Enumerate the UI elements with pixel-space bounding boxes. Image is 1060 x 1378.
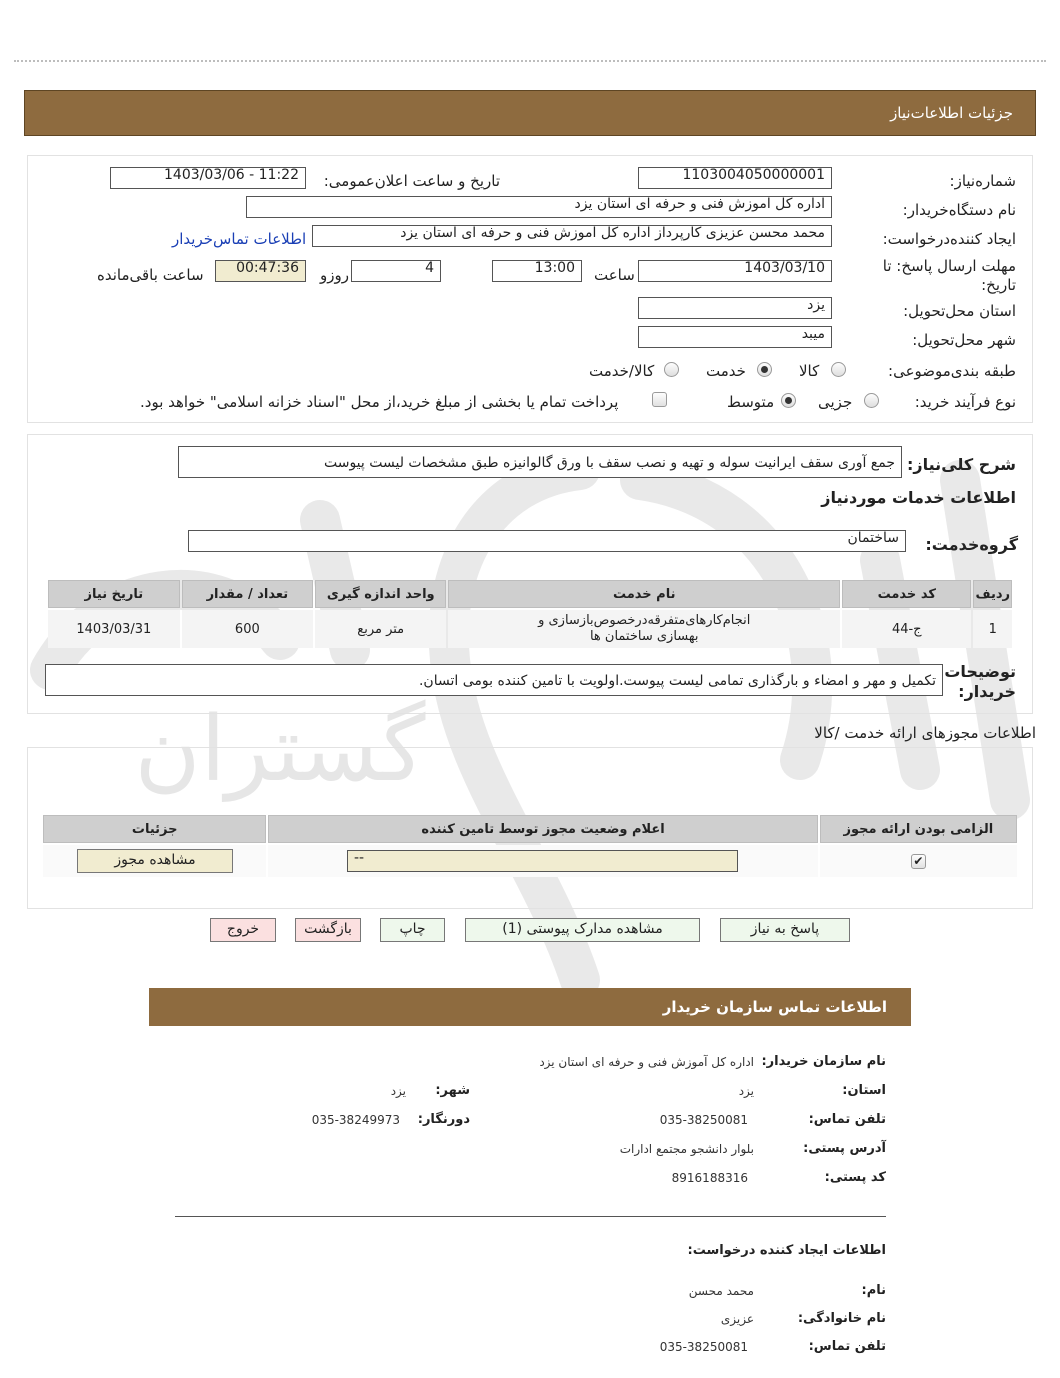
col-permit-required: الزامی بودن ارائه مجوز <box>820 815 1017 843</box>
exit-button[interactable]: خروج <box>210 918 276 942</box>
days-field: 4 <box>351 260 441 282</box>
announce-field: 1403/03/06 - 11:22 <box>110 167 306 189</box>
cell-name: انجام‌کارهای‌متفرقه‌درخصوص‌بازسازی و بهسازی ساختمان ها <box>448 610 840 648</box>
creator-label: ایجاد کننده‌درخواست: <box>882 230 1016 248</box>
deadline-label: مهلت ارسال پاسخ: تا تاریخ: <box>882 257 1016 294</box>
treasury-payment-checkbox[interactable] <box>652 392 667 407</box>
details-header <box>24 90 1036 136</box>
table-row <box>48 610 1012 648</box>
col-unit: واحد اندازه گیری <box>315 580 446 608</box>
contact-province-value: یزد <box>738 1084 754 1098</box>
contact-phone-label: تلفن تماس: <box>808 1112 886 1127</box>
service-group-label: گروه‌خدمت: <box>925 535 1018 554</box>
category-option-goods-service: کالا/خدمت <box>589 362 655 380</box>
contact-fax-value: 035-38249973 <box>311 1113 400 1127</box>
announce-label: تاریخ و ساعت اعلان‌عمومی: <box>323 172 500 190</box>
process-radio-minor[interactable] <box>864 393 879 408</box>
category-radio-service[interactable] <box>757 362 772 377</box>
permit-required-checkbox[interactable]: ✔ <box>911 854 926 869</box>
col-row: ردیف <box>973 580 1012 608</box>
permit-status-field[interactable]: -- <box>347 850 738 872</box>
services-heading: اطلاعات خدمات موردنیاز <box>821 488 1016 507</box>
contact-phone-value: 035-38250081 <box>659 1113 748 1127</box>
category-label: طبقه بندی‌موضوعی: <box>888 362 1016 380</box>
watermark-text: گستران <box>134 697 426 802</box>
service-group-field: ساختمان <box>188 530 906 552</box>
col-date: تاریخ نیاز <box>48 580 180 608</box>
process-radio-medium[interactable] <box>781 393 796 408</box>
cell-code: ج-44 <box>842 610 971 648</box>
creator-heading: اطلاعات ایجاد کننده درخواست: <box>687 1243 886 1258</box>
creator-name-value: محمد محسن <box>688 1284 754 1298</box>
cell-unit: متر مربع <box>315 610 446 648</box>
services-table <box>46 578 1014 650</box>
creator-name-label: نام: <box>861 1283 886 1298</box>
remaining-label: ساعت باقی‌مانده <box>97 266 204 284</box>
creator-family-value: عزیزی <box>720 1312 754 1326</box>
cell-qty: 600 <box>182 610 313 648</box>
cell-date: 1403/03/31 <box>48 610 180 648</box>
deadline-date-field: 1403/03/10 <box>638 260 832 282</box>
process-option-minor: جزیی <box>818 393 853 411</box>
creator-family-label: نام خانوادگی: <box>797 1311 886 1326</box>
creator-phone-label: تلفن تماس: <box>808 1339 886 1354</box>
buyer-contact-link[interactable]: اطلاعات تماس‌خریدار <box>172 230 307 248</box>
reply-button[interactable]: پاسخ به نیاز <box>720 918 850 942</box>
deadline-hour-field: 13:00 <box>492 260 582 282</box>
province-label: استان محل‌تحویل: <box>903 302 1016 320</box>
contact-address-value: بلوار دانشجو مجتمع ادارات <box>619 1142 754 1156</box>
contact-divider <box>175 1216 886 1217</box>
buyer-notes-field: تکمیل و مهر و امضاء و بارگذاری تمامی لیست پیوست.اولویت با تامین کننده بومی اتسان. <box>45 664 943 696</box>
print-button[interactable]: چاپ <box>380 918 445 942</box>
view-permit-button[interactable]: مشاهده مجوز <box>77 849 233 873</box>
col-permit-status: اعلام وضعیت مجوز توسط تامین کننده <box>268 815 817 843</box>
need-number-label: شماره‌نیاز: <box>949 172 1016 190</box>
back-button[interactable]: بازگشت <box>295 918 361 942</box>
process-option-medium: متوسط <box>727 393 775 411</box>
contact-postal-label: کد پستی: <box>824 1170 886 1185</box>
hour-label: ساعت <box>594 266 635 284</box>
attachments-button[interactable]: مشاهده مدارک پیوستی (1) <box>465 918 700 942</box>
buyer-org-label: نام دستگاه‌خریدار: <box>902 201 1016 219</box>
contact-header <box>149 988 911 1026</box>
col-qty: تعداد / مقدار <box>182 580 313 608</box>
permits-title: اطلاعات مجوزهای ارائه خدمت /کالا <box>814 724 1036 742</box>
process-label: نوع فرآیند خرید: <box>914 393 1016 411</box>
category-radio-goods-service[interactable] <box>664 362 679 377</box>
col-code: کد خدمت <box>842 580 971 608</box>
contact-city-label: شهر: <box>435 1083 470 1098</box>
contact-fax-label: دورنگار: <box>417 1112 470 1127</box>
payment-note: پرداخت تمام یا بخشی از مبلغ خرید،از محل "اسناد خزانه اسلامی" خواهد بود. <box>140 393 619 411</box>
contact-postal-value: 8916188316 <box>671 1171 748 1185</box>
need-number-field: 1103004050000001 <box>638 167 832 189</box>
col-permit-details: جزئیات <box>43 815 266 843</box>
services-table-wrap <box>46 578 1014 650</box>
header-title: جزئیات اطلاعات‌نیاز <box>890 104 1013 122</box>
cell-row: 1 <box>973 610 1012 648</box>
cell-permit-required <box>820 845 1017 877</box>
summary-field: جمع آوری سقف ایرانیت سوله و تهیه و نصب سقف با ورق گالوانیزه طبق مشخصات لیست پیوست <box>178 446 902 478</box>
col-name: نام خدمت <box>448 580 840 608</box>
province-field: یزد <box>638 297 832 319</box>
contact-title: اطلاعات تماس سازمان خریدار <box>662 998 887 1016</box>
city-field: میبد <box>638 326 832 348</box>
creator-field: محمد محسن عزیزی کارپرداز اداره کل آموزش فنی و حرفه ای استان یزد <box>312 225 832 247</box>
category-option-goods: کالا <box>799 362 820 380</box>
days-label: روزو <box>320 266 349 284</box>
buyer-notes-label: توضیحات خریدار: <box>944 662 1016 701</box>
city-label: شهر محل‌تحویل: <box>912 331 1016 349</box>
top-divider <box>14 60 1046 62</box>
creator-phone-value: 035-38250081 <box>659 1340 748 1354</box>
contact-city-value: یزد <box>390 1084 406 1098</box>
category-option-service: خدمت <box>706 362 746 380</box>
remaining-time-field: 00:47:36 <box>215 260 306 282</box>
category-radio-goods[interactable] <box>831 362 846 377</box>
contact-province-label: استان: <box>842 1083 886 1098</box>
summary-label: شرح کلی‌نیاز: <box>907 455 1016 474</box>
contact-address-label: آدرس پستی: <box>803 1141 886 1156</box>
contact-org-value: اداره کل آموزش فنی و حرفه ای استان یزد <box>539 1055 754 1069</box>
contact-org-label: نام سازمان خریدار: <box>761 1054 886 1069</box>
buyer-org-field: اداره کل آموزش فنی و حرفه ای استان یزد <box>246 196 832 218</box>
